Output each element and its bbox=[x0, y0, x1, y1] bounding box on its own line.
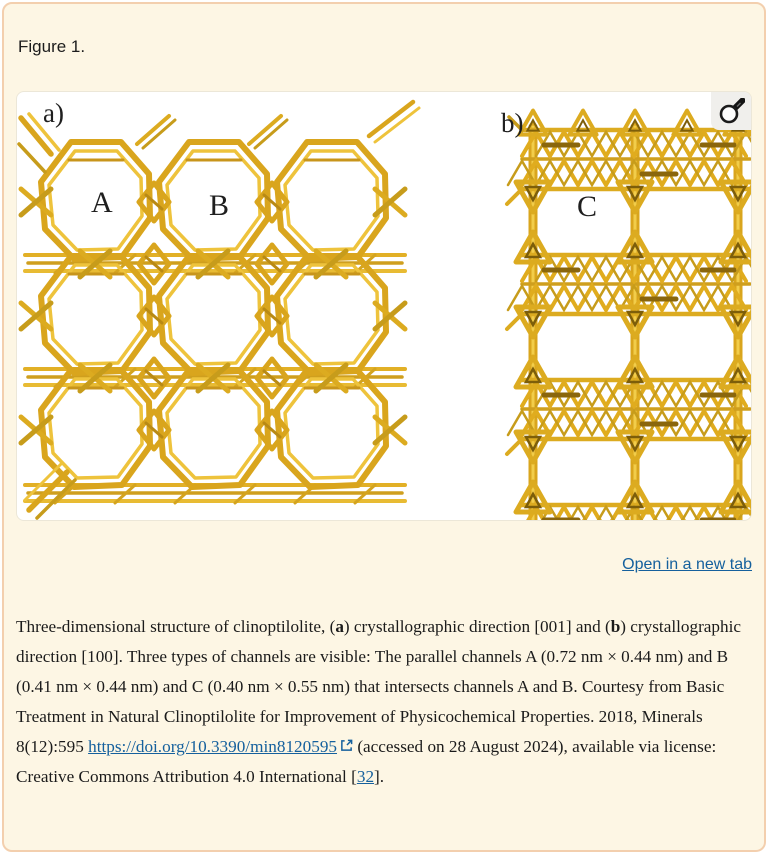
magnifier-icon bbox=[718, 98, 745, 125]
figure-caption bbox=[16, 612, 752, 792]
caption-text: (accessed on 28 August 2024), available via license: Creative Commons Attribution 4.0 International [ bbox=[16, 737, 717, 786]
structure-b bbox=[507, 111, 752, 521]
channel-label-C: C bbox=[577, 190, 598, 223]
panel-label-b: b) bbox=[501, 108, 524, 138]
channel-label-A: A bbox=[91, 186, 113, 219]
magnifier-button[interactable] bbox=[711, 92, 751, 130]
caption-link[interactable]: https://doi.org/10.3390/min8120595 bbox=[88, 737, 338, 756]
figure-page-card bbox=[2, 2, 766, 852]
figure-image[interactable] bbox=[17, 92, 752, 521]
external-link-icon bbox=[340, 732, 353, 762]
channel-label-B: B bbox=[209, 189, 230, 222]
figure-title: Figure 1. bbox=[18, 37, 86, 56]
panel-label-a: a) bbox=[43, 98, 64, 128]
caption-text: ) crystallographic direction [001] and ( bbox=[343, 617, 611, 636]
open-in-new-tab-link[interactable]: Open in a new tab bbox=[622, 556, 752, 573]
caption-link[interactable]: 32 bbox=[356, 767, 375, 786]
caption-text: b bbox=[610, 617, 621, 636]
caption-text: a bbox=[335, 617, 344, 636]
caption-text: ]. bbox=[374, 767, 385, 786]
figure-panel bbox=[16, 91, 752, 521]
structure-a bbox=[19, 98, 419, 518]
caption-text: Three-dimensional structure of clinoptilolite, ( bbox=[16, 617, 336, 636]
caption-text: ) crystallographic direction [100]. Three types of channels are visible: The parallel channels A (0.72 nm × 0.44 nm) and B (0.41 nm × 0.44 nm) and C (0.40 nm × 0.55 nm) that intersects channels A and B. Courtesy from Basic Treatment in Natural Clinoptilolite for Improvement of Physicochemical Properties. 2018, Minerals 8(12):595 bbox=[16, 617, 742, 756]
open-link-row bbox=[16, 556, 752, 576]
